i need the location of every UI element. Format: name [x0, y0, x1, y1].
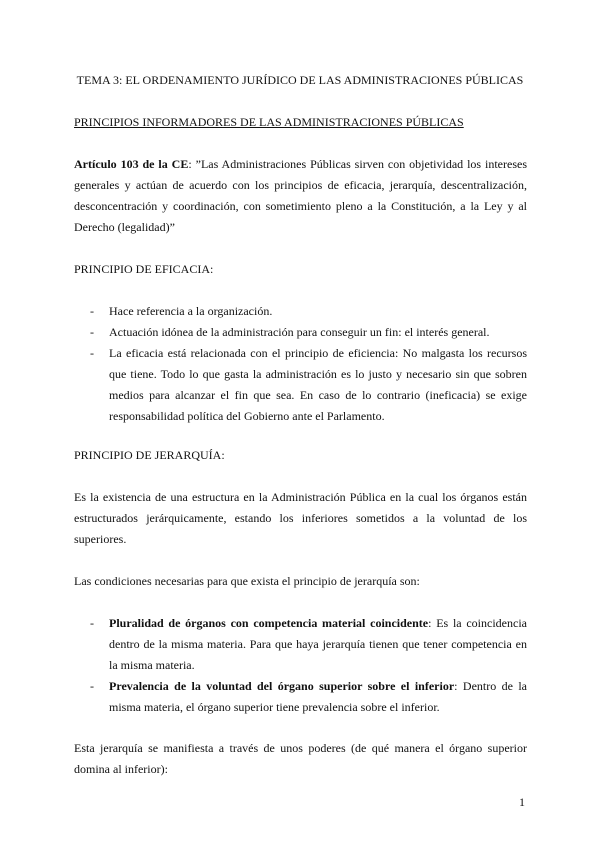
list-marker: - [90, 679, 94, 693]
article-text: : ”Las Administraciones Públicas sirven con objetividad los intereses generales y actúan de acuerdo con los principios de eficacia, jerarquía, descentralización, desconcentración y coordinación, con sometimiento pleno a la Constitución, a la Ley y al Derecho (legalidad)” [74, 157, 527, 234]
list-item [74, 343, 527, 427]
article-label: Artículo 103 de la CE [74, 157, 189, 171]
condition-text: : Es la coincidencia dentro de la misma materia. Para que haya jerarquía tienen que tener competencia en la misma materia. [109, 616, 527, 672]
jerarquia-heading: PRINCIPIO DE JERARQUÍA: [74, 448, 225, 462]
eficacia-heading: PRINCIPIO DE EFICACIA: [74, 262, 214, 276]
section-heading: PRINCIPIOS INFORMADORES DE LAS ADMINISTRACIONES PÚBLICAS [74, 115, 464, 129]
list-item-text: Actuación idónea de la administración para conseguir un fin: el interés general. [109, 325, 490, 339]
article-103-paragraph [74, 154, 527, 238]
conditions-list [74, 613, 527, 718]
list-item-text: La eficacia está relacionada con el principio de eficiencia: No malgasta los recursos que tiene. Todo lo que gasta la administración es lo justo y necesario sin que sobren medios para alcanzar el fin que sea. En caso de lo contrario (ineficacia) se exige responsabilidad política del Gobierno ante el Parlamento. [109, 346, 527, 423]
list-marker: - [90, 346, 94, 360]
list-item [74, 613, 527, 676]
page-number: 1 [519, 795, 525, 809]
list-item-text: Hace referencia a la organización. [109, 304, 273, 318]
jerarquia-definition: Es la existencia de una estructura en la Administración Pública en la cual los órganos están estructurados jerárquicamente, estando los inferiores sometidos a la voluntad de los superiores. [74, 490, 527, 546]
condition-bold: Prevalencia de la voluntad del órgano superior sobre el inferior [109, 679, 455, 693]
list-item [74, 301, 527, 322]
list-marker: - [90, 304, 94, 318]
list-marker: - [90, 616, 94, 630]
condition-text: : Dentro de la misma materia, el órgano superior tiene prevalencia sobre el inferior. [109, 679, 527, 714]
condition-bold: Pluralidad de órganos con competencia material coincidente [109, 616, 429, 630]
powers-intro: Esta jerarquía se manifiesta a través de unos poderes (de qué manera el órgano superior domina al inferior): [74, 741, 527, 776]
document-title: TEMA 3: EL ORDENAMIENTO JURÍDICO DE LAS ADMINISTRACIONES PÚBLICAS [76, 73, 524, 87]
eficacia-list [74, 301, 527, 427]
list-marker: - [90, 325, 94, 339]
list-item [74, 322, 527, 343]
list-item [74, 676, 527, 718]
conditions-intro: Las condiciones necesarias para que exista el principio de jerarquía son: [74, 574, 420, 588]
